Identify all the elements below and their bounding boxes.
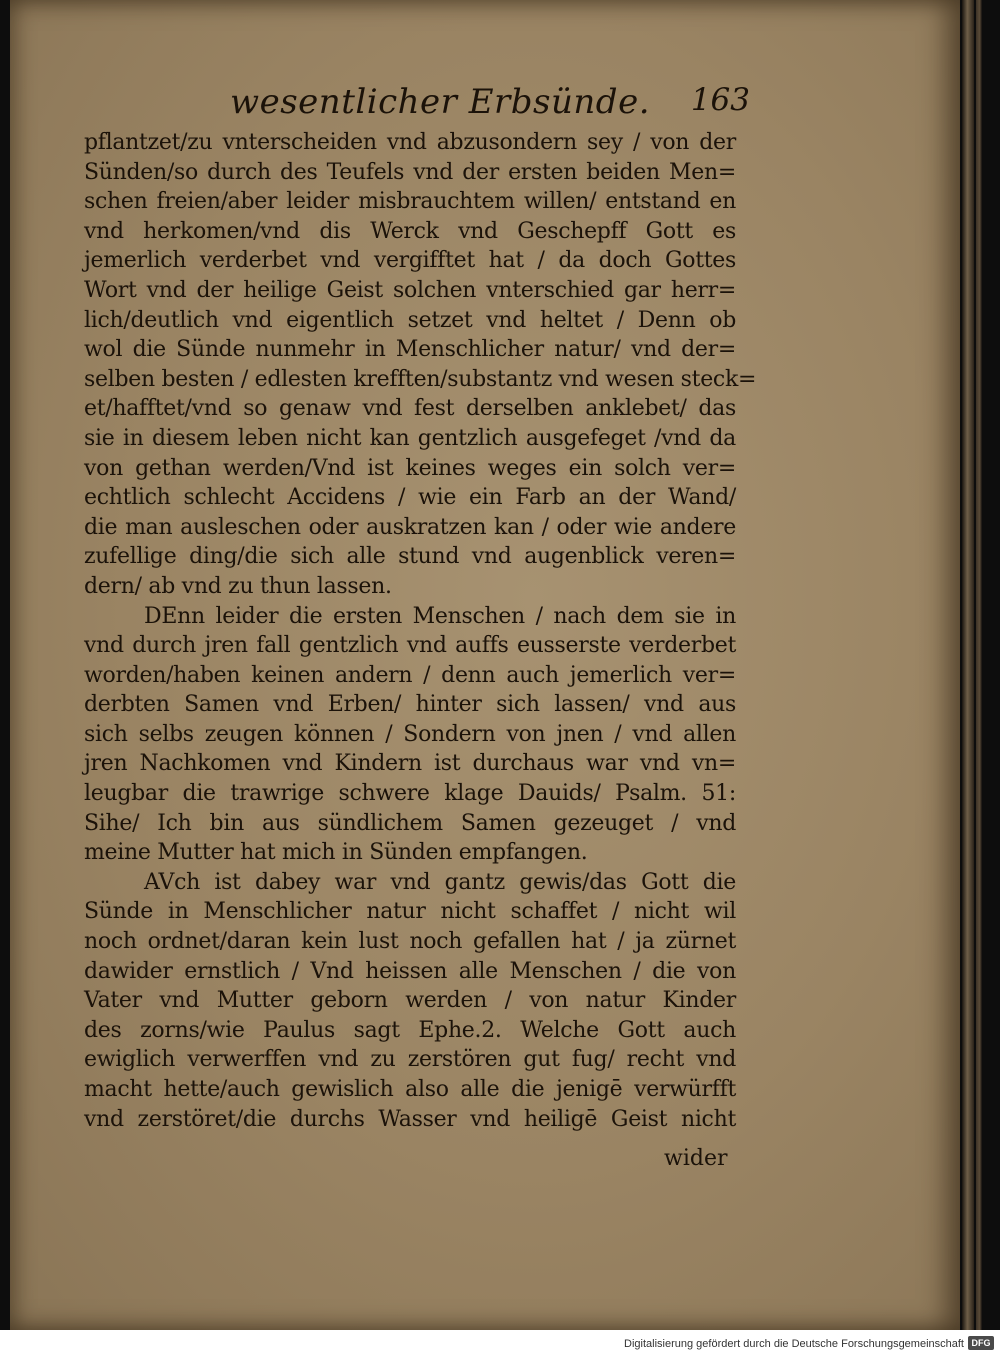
text-line: zufellige ding/die sich alle stund vnd augenblick veren= <box>84 544 736 570</box>
dfg-logo-icon: DFG <box>968 1336 994 1350</box>
text-line: worden/haben keinen andern / denn auch jemerlich ver= <box>84 662 736 688</box>
running-title: wesentlicher Erbsünde. <box>230 82 650 122</box>
page-edge <box>962 0 974 1330</box>
text-line: meine Mutter hat mich in Sünden empfangen. <box>84 840 588 866</box>
text-line: Wort vnd der heilige Geist solchen vnterschied gar herr= <box>84 277 736 303</box>
text-line: vnd zerstöret/die durchs Wasser vnd heiligē Geist nicht <box>84 1106 736 1132</box>
text-line: macht hette/auch gewislich also alle die jenigē verwürfft <box>84 1077 736 1102</box>
text-line: des zorns/wie Paulus sagt Ephe.2. Welche Gott auch <box>84 1017 736 1043</box>
text-line: noch ordnet/daran kein lust noch gefallen hat / ja zürnet <box>84 929 736 955</box>
body-text <box>84 128 757 1134</box>
text-line: et/hafftet/vnd so genaw vnd fest derselben anklebet/ das <box>84 396 736 422</box>
paragraph-start-line: AVch ist dabey war vnd gantz gewis/das Gott die <box>144 869 736 895</box>
text-line: derbten Samen vnd Erben/ hinter sich lassen/ vnd aus <box>84 692 736 718</box>
text-line: lich/deutlich vnd eigentlich setzet vnd heltet / Denn ob <box>84 307 736 333</box>
text-line: jren Nachkomen vnd Kindern ist durchaus war vnd vn= <box>84 751 736 777</box>
page-number: 163 <box>690 82 750 118</box>
text-line: Sünde in Menschlicher natur nicht schaffet / nicht wil <box>84 899 736 925</box>
text-line: vnd durch jren fall gentzlich vnd auffs eusserste verderbet <box>84 633 736 659</box>
text-line: schen freien/aber leider misbrauchtem willen/ entstand en <box>84 189 736 215</box>
page-header <box>230 82 750 126</box>
text-line: leugbar die trawrige schwere klage Dauids/ Psalm. 51: <box>84 781 736 807</box>
footer-credit: Digitalisierung gefördert durch die Deutsche Forschungsgemeinschaft <box>624 1338 964 1350</box>
text-line: wol die Sünde nunmehr in Menschlicher natur/ vnd der= <box>84 337 736 363</box>
text-line: Vater vnd Mutter geborn werden / von natur Kinder <box>84 988 736 1014</box>
text-line: sich selbs zeugen können / Sondern von jnen / vnd allen <box>84 721 736 747</box>
text-line: die man ausleschen oder auskratzen kan / oder wie andere <box>84 514 736 540</box>
paragraph-start-line: DEnn leider die ersten Menschen / nach dem sie in <box>144 603 736 629</box>
text-line: Sünden/so durch des Teufels vnd der ersten beiden Men= <box>84 159 736 185</box>
text-line: pflantzet/zu vnterscheiden vnd abzusondern sey / von der <box>84 130 736 155</box>
text-line: selben besten / edlesten krefften/substantz vnd wesen steck= <box>84 366 757 392</box>
text-line: jemerlich verderbet vnd vergifftet hat / da doch Gottes <box>84 248 736 274</box>
text-line: dawider ernstlich / Vnd heissen alle Menschen / die von <box>84 958 736 984</box>
text-line: sie in diesem leben nicht kan gentzlich ausgefeget /vnd da <box>84 425 736 451</box>
catchword: wider <box>664 1146 728 1171</box>
text-line: von gethan werden/Vnd ist keines weges ein solch ver= <box>84 455 736 481</box>
text-line: echtlich schlecht Accidens / wie ein Farb an der Wand/ <box>84 485 736 511</box>
page-edge-shadow <box>976 0 982 1330</box>
text-line: vnd herkomen/vnd dis Werck vnd Geschepff Gott es <box>84 218 736 244</box>
text-line: ewiglich verwerffen vnd zu zerstören gut fug/ recht vnd <box>84 1047 736 1073</box>
text-line: Sihe/ Ich bin aus sündlichem Samen gezeuget / vnd <box>84 810 736 836</box>
text-line: dern/ ab vnd zu thun lassen. <box>84 573 392 599</box>
